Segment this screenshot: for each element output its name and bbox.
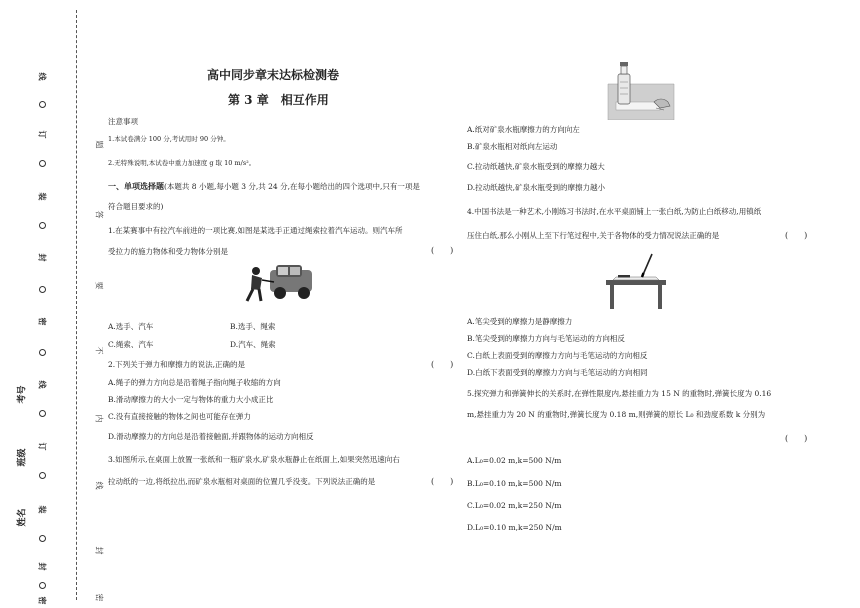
q3-option-c: C.拉动纸越快,矿泉水瓶受到的摩擦力越大 bbox=[467, 162, 605, 171]
seal-char: 封 bbox=[37, 562, 47, 571]
answer-blank: ( ) bbox=[785, 434, 808, 443]
section-1-header bbox=[108, 181, 420, 192]
answer-blank: ( ) bbox=[431, 246, 454, 255]
binding-hole bbox=[39, 101, 46, 108]
binding-hole bbox=[39, 410, 46, 417]
section-1-desc-cont: 符合题目要求的) bbox=[108, 202, 164, 211]
q1-stem: 1.在某赛事中有拉汽车前进的一项比赛,如图是某选手正通过绳索拉着汽车运动。则汽车所 bbox=[108, 226, 403, 235]
seal-char: 线 bbox=[37, 72, 47, 81]
seal-char: 密 bbox=[37, 317, 47, 326]
q4-stem-cont: 压住白纸,那么小刚从上至下行笔过程中,关于各物体的受力情况说法正确的是 bbox=[467, 231, 720, 240]
q2-option-d: D.滑动摩擦力的方向总是沿着接触面,并跟物体的运动方向相反 bbox=[108, 432, 314, 441]
q1-option-a: A.选手、汽车 bbox=[108, 322, 154, 331]
binding-hole bbox=[39, 160, 46, 167]
margin-char: 封 bbox=[94, 546, 104, 555]
margin-char: 要 bbox=[94, 281, 104, 290]
q5-option-a: A.L₀=0.02 m,k=500 N/m bbox=[467, 456, 562, 465]
margin-char: 内 bbox=[94, 414, 104, 423]
binding-hole bbox=[39, 286, 46, 293]
seal-char: 装 bbox=[37, 192, 47, 201]
binding-hole bbox=[39, 472, 46, 479]
q5-stem: 5.探究弹力和弹簧伸长的关系时,在弹性限度内,悬挂重力为 15 N 的重物时,弹簧长度为 0.16 bbox=[467, 389, 772, 398]
q2-stem: 2.下列关于弹力和摩擦力的说法,正确的是 bbox=[108, 360, 246, 369]
seal-char: 封 bbox=[37, 253, 47, 262]
answer-blank: ( ) bbox=[431, 360, 454, 369]
note-item: 2.无特殊说明,本试卷中重力加速度 g 取 10 m/s²。 bbox=[108, 159, 256, 167]
seal-char: 线 bbox=[37, 380, 47, 389]
q5-stem-cont: m,悬挂重力为 20 N 的重物时,弹簧长度为 0.18 m,则弹簧的原长 L₀ 和劲度系数 k 分别为 bbox=[467, 410, 766, 419]
margin-char: 线 bbox=[94, 481, 104, 490]
seal-dashed-line bbox=[76, 10, 77, 600]
seal-char: 订 bbox=[37, 442, 47, 451]
q4-option-d: D.白纸下表面受到的摩擦力方向与毛笔运动的方向相同 bbox=[467, 368, 648, 377]
seal-char: 装 bbox=[37, 505, 47, 514]
margin-char: 答 bbox=[94, 210, 104, 219]
chapter-title: 第 3 章 相互作用 bbox=[228, 93, 329, 107]
q2-option-b: B.滑动摩擦力的大小一定与物体的重力大小成正比 bbox=[108, 395, 274, 404]
q3-option-b: B.矿泉水瓶相对纸向左运动 bbox=[467, 142, 558, 151]
answer-blank: ( ) bbox=[431, 477, 454, 486]
q4-option-a: A.笔尖受到的摩擦力是静摩擦力 bbox=[467, 317, 573, 326]
answer-blank: ( ) bbox=[785, 231, 808, 240]
q4-stem: 4.中国书法是一种艺术,小刚练习书法时,在水平桌面铺上一张白纸,为防止白纸移动,用镇纸 bbox=[467, 207, 762, 216]
margin-char: 密 bbox=[94, 593, 104, 602]
q1-option-b: B.选手、绳索 bbox=[230, 322, 276, 331]
q5-option-d: D.L₀=0.10 m,k=250 N/m bbox=[467, 523, 562, 532]
q3-stem: 3.如图所示,在桌面上放置一张纸和一瓶矿泉水,矿泉水瓶静止在纸面上,如果突然迅速向右 bbox=[108, 455, 400, 464]
binding-hole bbox=[39, 349, 46, 356]
seal-char: 密 bbox=[37, 596, 47, 605]
q3-stem-cont: 拉动纸的一边,将纸拉出,而矿泉水瓶相对桌面的位置几乎没变。下列说法正确的是 bbox=[108, 477, 376, 486]
binding-hole bbox=[39, 582, 46, 589]
name-label: 姓名 bbox=[17, 508, 28, 527]
q3-option-a: A.纸对矿泉水瓶摩擦力的方向向左 bbox=[467, 125, 580, 134]
q1-stem-cont: 受拉力的施力物体和受力物体分别是 bbox=[108, 247, 228, 256]
margin-char: 不 bbox=[94, 346, 104, 355]
q1-option-c: C.绳索、汽车 bbox=[108, 340, 154, 349]
q5-option-b: B.L₀=0.10 m,k=500 N/m bbox=[467, 479, 562, 488]
exam-title: 高中同步章末达标检测卷 bbox=[207, 68, 340, 82]
margin-char: 题 bbox=[94, 140, 104, 149]
car-pulling-figure bbox=[244, 262, 316, 304]
note-item: 1.本试卷满分 100 分,考试用时 90 分钟。 bbox=[108, 135, 230, 143]
binding-hole bbox=[39, 222, 46, 229]
notes-heading: 注意事项 bbox=[108, 117, 138, 126]
calligraphy-desk-figure bbox=[604, 252, 668, 310]
bottle-on-paper-figure bbox=[604, 62, 676, 120]
q1-option-d: D.汽车、绳索 bbox=[230, 340, 276, 349]
q3-option-d: D.拉动纸越快,矿泉水瓶受到的摩擦力越小 bbox=[467, 183, 606, 192]
q4-option-c: C.白纸上表面受到的摩擦力方向与毛笔运动的方向相反 bbox=[467, 351, 648, 360]
section-1-title: 一、单项选择题 bbox=[108, 181, 164, 191]
q2-option-a: A.绳子的弹力方向总是沿着绳子指向绳子收缩的方向 bbox=[108, 378, 281, 387]
section-1-desc: (本题共 8 小题,每小题 3 分,共 24 分,在每小题给出的四个选项中,只有一项是 bbox=[164, 182, 420, 191]
seal-char: 订 bbox=[37, 130, 47, 139]
binding-hole bbox=[39, 535, 46, 542]
q2-option-c: C.没有直接接触的物体之间也可能存在弹力 bbox=[108, 412, 251, 421]
q4-option-b: B.笔尖受到的摩擦力方向与毛笔运动的方向相反 bbox=[467, 334, 625, 343]
student-id-label: 考号 bbox=[17, 385, 28, 404]
class-label: 班级 bbox=[17, 448, 28, 467]
q5-option-c: C.L₀=0.02 m,k=250 N/m bbox=[467, 501, 562, 510]
